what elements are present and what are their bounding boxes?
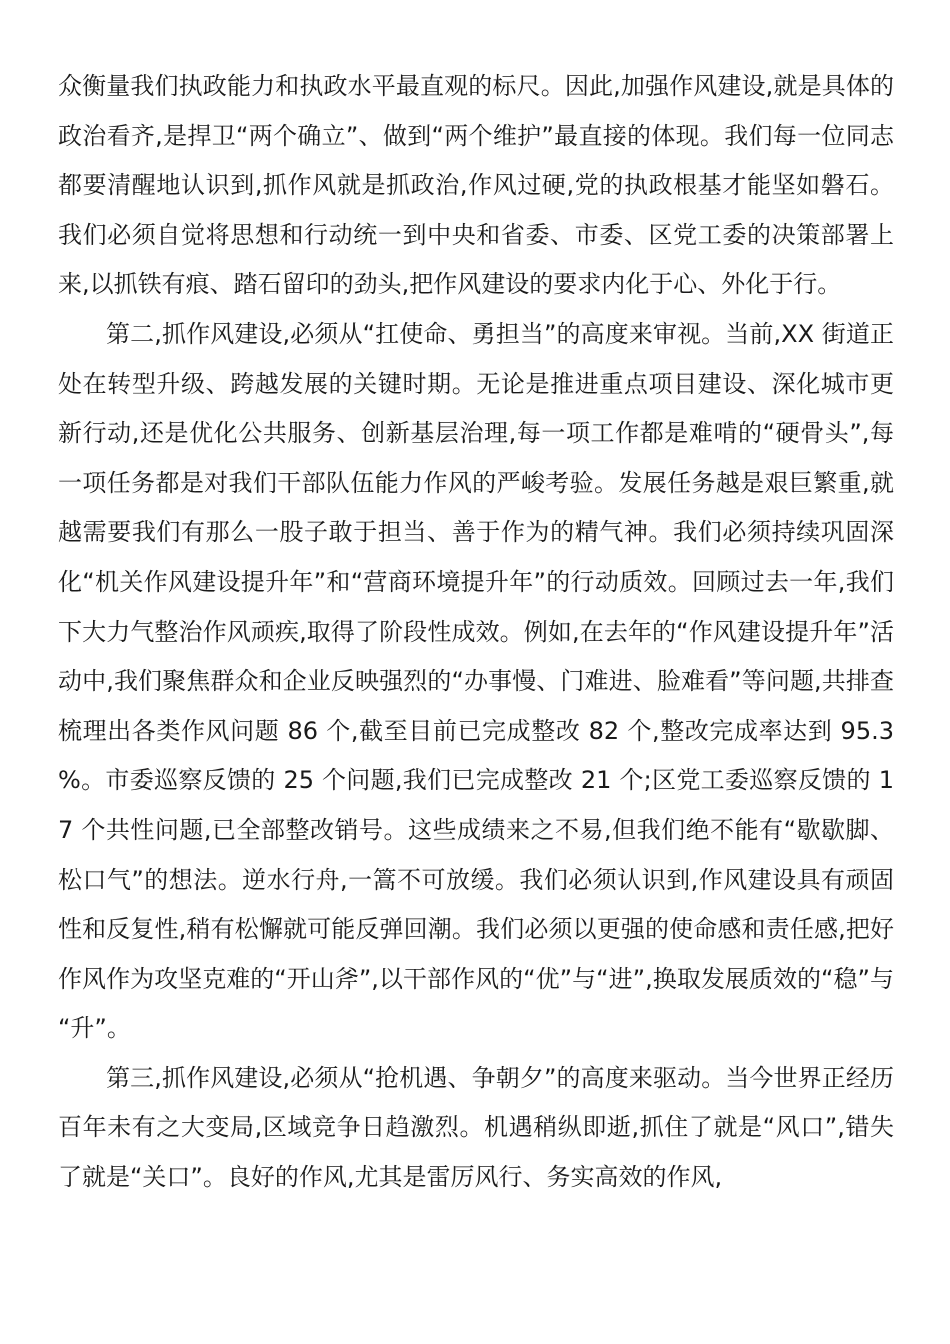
- paragraph-continuation: 众衡量我们执政能力和执政水平最直观的标尺。因此,加强作风建设,就是具体的政治看齐,是捍卫“两个确立”、做到“两个维护”最直接的体现。我们每一位同志都要清醒地认识到,抓作风就是抓政治,作风过硬,党的执政根基才能坚如磐石。我们必须自觉将思想和行动统一到中央和省委、市委、区党工委的决策部署上来,以抓铁有痕、踏石留印的劲头,把作风建设的要求内化于心、外化于行。: [58, 72, 894, 299]
- document-body: [58, 62, 894, 1203]
- paragraph-second-point: 第二,抓作风建设,必须从“扛使命、勇担当”的高度来审视。当前,XX 街道正处在转型升级、跨越发展的关键时期。无论是推进重点项目建设、深化城市更新行动,还是优化公共服务、创新基层治理,每一项工作都是难啃的“硬骨头”,每一项任务都是对我们干部队伍能力作风的严峻考验。发展任务越是艰巨繁重,就越需要我们有那么一股子敢于担当、善于作为的精气神。我们必须持续巩固深化“机关作风建设提升年”和“营商环境提升年”的行动质效。回顾过去一年,我们下大力气整治作风顽疾,取得了阶段性成效。例如,在去年的“作风建设提升年”活动中,我们聚焦群众和企业反映强烈的“办事慢、门难进、脸难看”等问题,共排查梳理出各类作风问题 86 个,截至目前已完成整改 82 个,整改完成率达到 95.3%。市委巡察反馈的 25 个问题,我们已完成整改 21 个;区党工委巡察反馈的 17 个共性问题,已全部整改销号。这些成绩来之不易,但我们绝不能有“歇歇脚、松口气”的想法。逆水行舟,一篙不可放缓。我们必须认识到,作风建设具有顽固性和反复性,稍有松懈就可能反弹回潮。我们必须以更强的使命感和责任感,把好作风作为攻坚克难的“开山斧”,以干部作风的“优”与“进”,换取发展质效的“稳”与“升”。: [58, 319, 894, 1043]
- paragraph-third-point: 第三,抓作风建设,必须从“抢机遇、争朝夕”的高度来驱动。当今世界正经历百年未有之大变局,区域竞争日趋激烈。机遇稍纵即逝,抓住了就是“风口”,错失了就是“关口”。良好的作风,尤其是雷厉风行、务实高效的作风,: [58, 1063, 894, 1192]
